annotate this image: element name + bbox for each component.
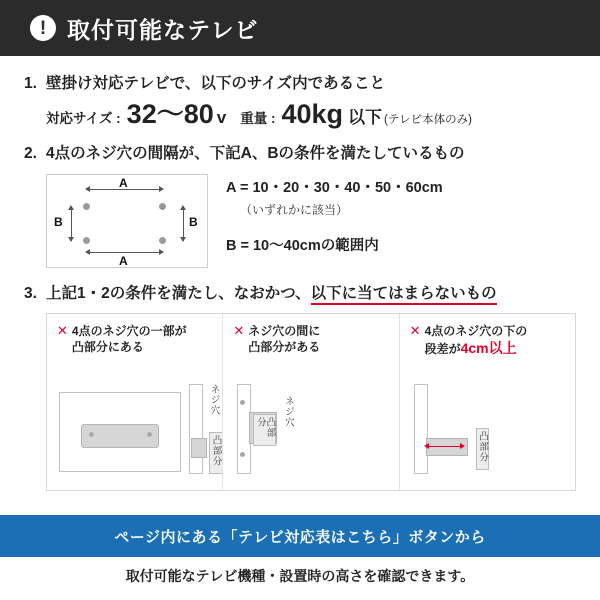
panel-1-line2: 凸部分にある <box>71 339 144 354</box>
panel-3-line2-red: 4cm以上 <box>460 339 517 356</box>
weight-suffix: 以下 <box>348 108 383 128</box>
weight-note: (テレビ本体のみ) <box>384 114 472 127</box>
size-value: 32〜80 <box>126 99 214 130</box>
section-3-heading-underline: 以下に当てはまらないもの <box>311 285 497 305</box>
exclamation-glyph: ! <box>39 17 47 39</box>
page-title: 取付可能なテレビ <box>67 16 259 43</box>
exclusion-panel-2 <box>222 314 398 490</box>
condition-b: B = 10〜40cmの範囲内 <box>226 237 379 254</box>
panel-3-figure <box>400 376 575 484</box>
section-3-heading-plain: 上記1・2の条件を満たし、なおかつ、 <box>46 284 311 302</box>
side-view-wall <box>189 384 203 474</box>
page-footer <box>0 515 600 600</box>
panel-1-line1: 4点のネジ穴の一部が <box>71 323 187 338</box>
size-label: 対応サイズ : <box>46 111 121 127</box>
size-unit: v <box>216 108 227 128</box>
label-protrusion: 凸部分 <box>209 432 223 474</box>
step-measure-arrow <box>428 446 462 447</box>
cross-icon: ✕ <box>233 322 245 338</box>
exclamation-icon <box>30 15 56 41</box>
screw-dot <box>147 432 152 437</box>
section-3-number: 3. <box>24 284 37 302</box>
screw-dot <box>159 203 166 210</box>
section-2-conditions <box>226 174 443 255</box>
condition-a-note: （いずれかに該当） <box>240 202 349 217</box>
cross-icon: ✕ <box>57 322 68 338</box>
label-a-bottom: A <box>119 253 128 268</box>
screw-dot <box>83 237 90 244</box>
weight-value: 40kg <box>281 99 344 130</box>
section-3 <box>24 282 576 491</box>
panel-2-figure <box>223 376 398 484</box>
label-screw-hole: ネジ穴 <box>208 383 220 416</box>
screw-dot <box>83 203 90 210</box>
panel-3-line1: 4点のネジ穴の下の <box>424 323 528 338</box>
side-view-wall <box>414 384 428 474</box>
panel-3-line2-pre: 段差が <box>424 341 461 356</box>
section-2-number: 2. <box>24 145 37 163</box>
exclusion-panel-1 <box>47 314 222 490</box>
content-body <box>0 56 600 491</box>
screw-dot <box>89 432 94 437</box>
section-2 <box>24 142 576 267</box>
exclusion-panel-3 <box>399 314 575 490</box>
exclusion-panels <box>46 313 576 491</box>
label-screw-hole: ネジ穴 <box>282 395 294 428</box>
screw-hole-diagram <box>46 174 208 268</box>
section-1-number: 1. <box>24 75 37 92</box>
section-2-heading: 4点のネジ穴の間隔が、下記A、Bの条件を満たしているもの <box>46 145 465 163</box>
label-b-left: B <box>54 214 63 229</box>
footer-note: 取付可能なテレビ機種・設置時の高さを確認できます。 <box>0 557 600 600</box>
page-header <box>0 0 600 56</box>
section-1 <box>24 72 576 128</box>
panel-1-figure <box>47 376 222 484</box>
footer-banner: ページ内にある「テレビ対応表はこちら」ボタンから <box>0 515 600 557</box>
side-view-protrusion <box>191 438 207 458</box>
cross-icon: ✕ <box>409 322 421 338</box>
screw-dot <box>159 237 166 244</box>
section-1-specs <box>46 101 576 128</box>
label-protrusion: 凸部分 <box>476 428 490 470</box>
label-protrusion: 凸部分 <box>253 414 276 446</box>
section-1-heading: 壁掛け対応テレビで、以下のサイズ内であること <box>46 75 386 92</box>
panel-2-line2: 凸部分がある <box>248 339 321 354</box>
panel-2-line1: ネジ穴の間に <box>248 323 321 338</box>
condition-a: A = 10・20・30・40・50・60cm <box>226 179 443 196</box>
weight-label: 重量 : <box>240 111 276 127</box>
label-b-right: B <box>189 214 198 229</box>
label-a-top: A <box>119 175 128 190</box>
